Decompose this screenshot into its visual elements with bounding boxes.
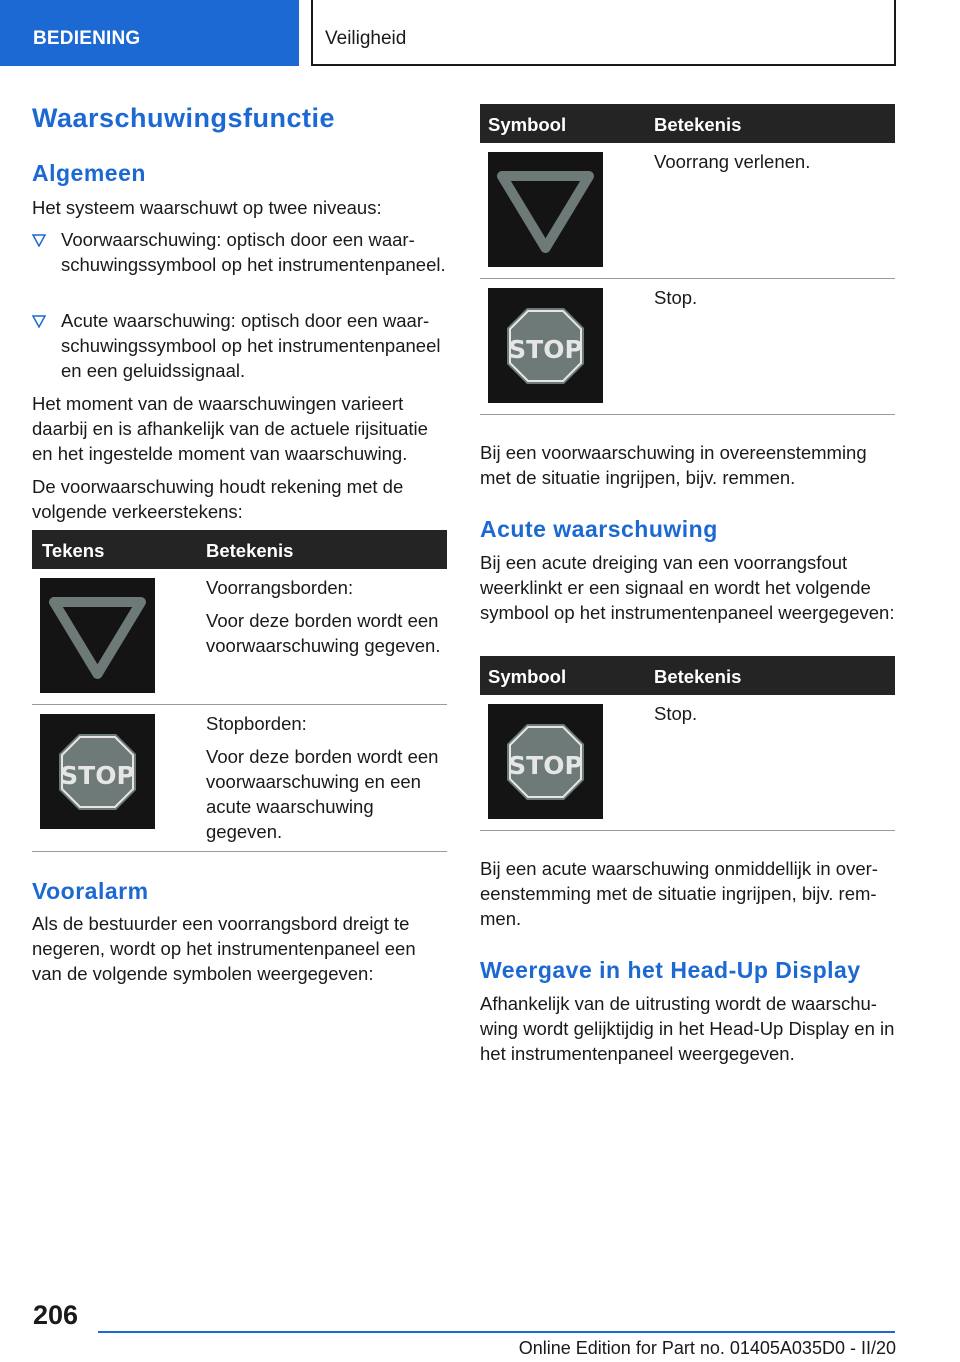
- table-header: [32, 530, 447, 569]
- svg-text:STOP: STOP: [508, 335, 583, 364]
- footer-divider: [98, 1331, 895, 1333]
- column-header: Symbool: [488, 666, 567, 687]
- bullet-text: Acute waarschuwing: optisch door een waarschuwingssymbool op het instrumentenpaneel en een geluidssignaal.: [61, 310, 441, 381]
- heading-vooralarm: Vooralarm: [32, 878, 149, 904]
- body-text: Als de bestuurder een voorrangsbord dreigt te negeren, wordt op het instrumentenpaneel een van de volgende symbolen weergegeven:: [32, 913, 416, 984]
- page-title: Waarschuwingsfunctie: [32, 103, 336, 133]
- body-text: Bij een acute waarschuwing onmiddellijk in overeenstemming met de situatie ingrijpen, bijv. remmen.: [480, 858, 878, 929]
- column-header: Betekenis: [654, 114, 742, 135]
- meaning-text: Stop.: [654, 703, 698, 724]
- svg-text:STOP: STOP: [508, 751, 583, 780]
- meaning-text: Voor deze borden wordt een voorwaarschuwing en een acute waarschuwing gegeven.: [206, 746, 439, 842]
- meaning-cell: [206, 575, 446, 666]
- svg-text:STOP: STOP: [60, 761, 135, 790]
- meaning-cell: [206, 711, 446, 852]
- body-text: Bij een acute dreiging van een voorrangsfout weerklinkt er een signaal en wordt het volgende symbool op het instrumentenpaneel weergegeven:: [480, 552, 895, 623]
- body-text: Afhankelijk van de uitrusting wordt de waarschuwing wordt gelijktijdig in het Head-Up Display en in het instrumentenpaneel weergegeven.: [480, 993, 895, 1064]
- heading-acute-waarschuwing: Acute waarschuwing: [480, 516, 718, 542]
- section-tab[interactable]: BEDIENING: [0, 0, 299, 66]
- table-header: [480, 656, 895, 695]
- meaning-title: Stopborden:: [206, 713, 307, 734]
- list-item: [32, 308, 447, 383]
- intro-text: Het systeem waarschuwt op twee niveaus:: [32, 197, 382, 218]
- heading-head-up-display: Weergave in het Head-Up Display: [480, 957, 861, 983]
- table-row: [480, 279, 895, 415]
- table-row: [480, 695, 895, 831]
- yield-sign-icon: [488, 152, 603, 267]
- chapter-title: Veiligheid: [311, 0, 896, 66]
- column-header: Betekenis: [654, 666, 742, 687]
- bullet-text: Voorwaarschuwing: optisch door een waarschuwingssymbool op het instrumentenpaneel.: [61, 229, 446, 275]
- body-text: De voorwaarschuwing houdt rekening met de volgende verkeerstekens:: [32, 476, 404, 522]
- bullet-triangle-icon: [32, 233, 46, 247]
- edition-link[interactable]: Online Edition for Part no. 01405A035D0 - II/20: [518, 1338, 896, 1358]
- table-row: [32, 705, 447, 852]
- body-text: Het moment van de waarschuwingen varieert daarbij en is afhankelijk van de actuele rijsituatie en het ingestelde moment van waarschuwing.: [32, 393, 428, 464]
- column-header: Tekens: [42, 540, 105, 561]
- stop-sign-icon: [488, 704, 603, 819]
- table-row: [480, 143, 895, 279]
- meaning-text: Voorrang verlenen.: [654, 151, 811, 172]
- body-text: Bij een voorwaarschuwing in overeenstemming met de situatie ingrijpen, bijv. remmen.: [480, 442, 867, 488]
- list-item: [32, 227, 447, 302]
- meaning-title: Voorrangsborden:: [206, 577, 354, 598]
- column-header: Symbool: [488, 114, 567, 135]
- table-row: [32, 569, 447, 705]
- meaning-text: Stop.: [654, 287, 698, 308]
- table-header: [480, 104, 895, 143]
- column-header: Betekenis: [206, 540, 294, 561]
- stop-sign-icon: [40, 714, 155, 829]
- stop-sign-icon: [488, 288, 603, 403]
- heading-algemeen: Algemeen: [32, 160, 146, 186]
- yield-sign-icon: [40, 578, 155, 693]
- page-number: 206: [33, 1300, 79, 1330]
- meaning-text: Voor deze borden wordt een voorwaarschuwing gegeven.: [206, 610, 441, 656]
- bullet-triangle-icon: [32, 314, 46, 328]
